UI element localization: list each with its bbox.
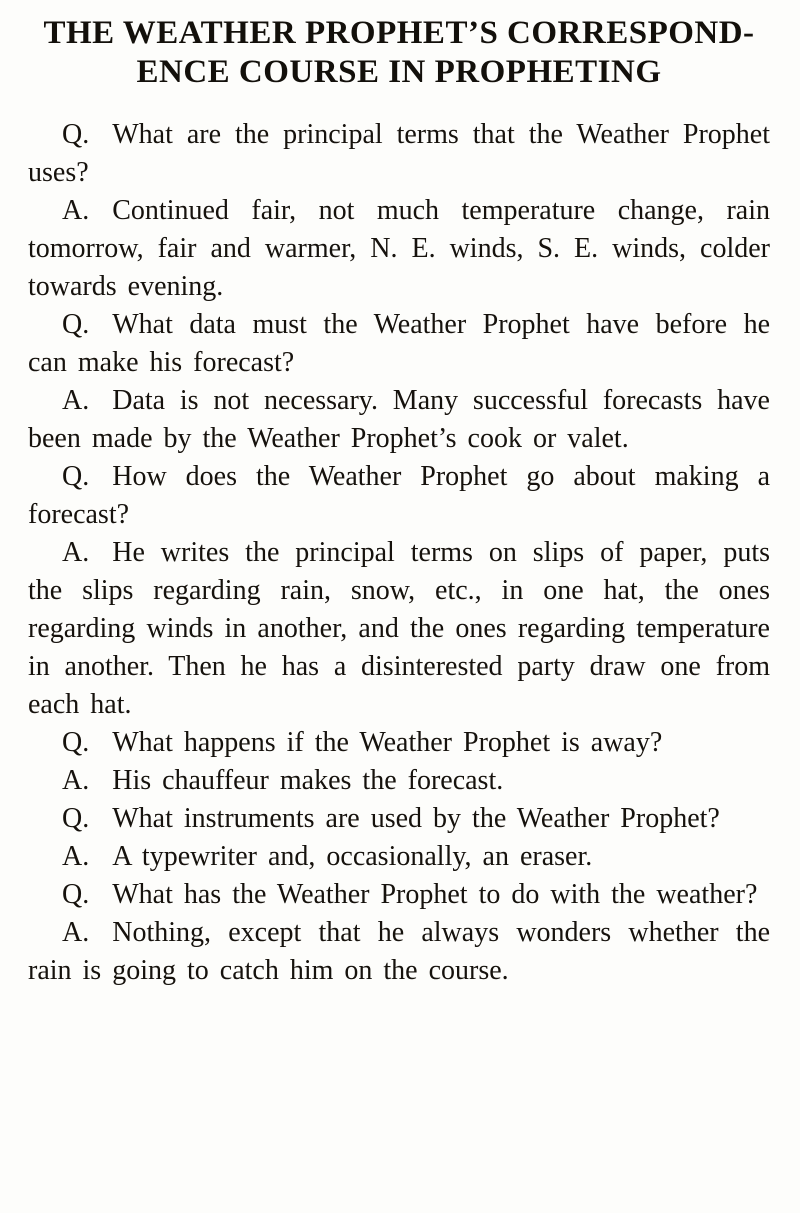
qa-paragraph-answer [28,192,770,306]
qa-text: His chauffeur makes the forecast. [112,765,504,796]
page-title-line-2: ENCE COURSE IN PROPHETING [136,54,662,90]
qa-paragraph-question [28,876,770,914]
qa-speaker: A. [62,841,90,872]
qa-text: What instruments are used by the Weather Prophet? [112,803,720,834]
qa-text: Nothing, except that he always wonders whether the rain is going to catch him on the course. [28,917,770,986]
qa-paragraph-answer [28,762,770,800]
qa-speaker: Q. [62,309,90,340]
qa-paragraph-question [28,458,770,534]
qa-paragraph-answer [28,914,770,990]
qa-speaker: Q. [62,461,90,492]
page-title [28,14,770,92]
qa-text: What has the Weather Prophet to do with the weather? [112,879,758,910]
qa-paragraph-answer [28,382,770,458]
qa-text: What are the principal terms that the Weather Prophet uses? [28,119,770,188]
qa-text: Continued fair, not much temperature change, rain tomorrow, fair and warmer, N. E. winds, S. E. winds, colder towards evening. [28,195,770,302]
qa-paragraph-answer [28,838,770,876]
qa-body [28,116,770,990]
qa-paragraph-question [28,306,770,382]
qa-paragraph-question [28,724,770,762]
page-title-line-1: THE WEATHER PROPHET’S CORRESPOND- [43,15,755,51]
qa-text: Data is not necessary. Many successful forecasts have been made by the Weather Prophet’s cook or valet. [28,385,770,454]
qa-text: He writes the principal terms on slips of paper, puts the slips regarding rain, snow, etc., in one hat, the ones regarding winds in another, and the ones regarding temperature in another. Then he has a disinterested party draw one from each hat. [28,537,770,720]
qa-text: A typewriter and, occasionally, an eraser. [112,841,593,872]
qa-paragraph-question [28,800,770,838]
qa-speaker: Q. [62,803,90,834]
qa-speaker: A. [62,765,90,796]
qa-speaker: Q. [62,879,90,910]
qa-text: How does the Weather Prophet go about making a forecast? [28,461,770,530]
qa-paragraph-question [28,116,770,192]
qa-paragraph-answer [28,534,770,724]
qa-text: What happens if the Weather Prophet is away? [112,727,663,758]
qa-text: What data must the Weather Prophet have before he can make his forecast? [28,309,770,378]
qa-speaker: A. [62,917,90,948]
qa-speaker: Q. [62,727,90,758]
qa-speaker: A. [62,537,90,568]
qa-speaker: Q. [62,119,90,150]
qa-speaker: A. [62,385,90,416]
qa-speaker: A. [62,195,90,226]
